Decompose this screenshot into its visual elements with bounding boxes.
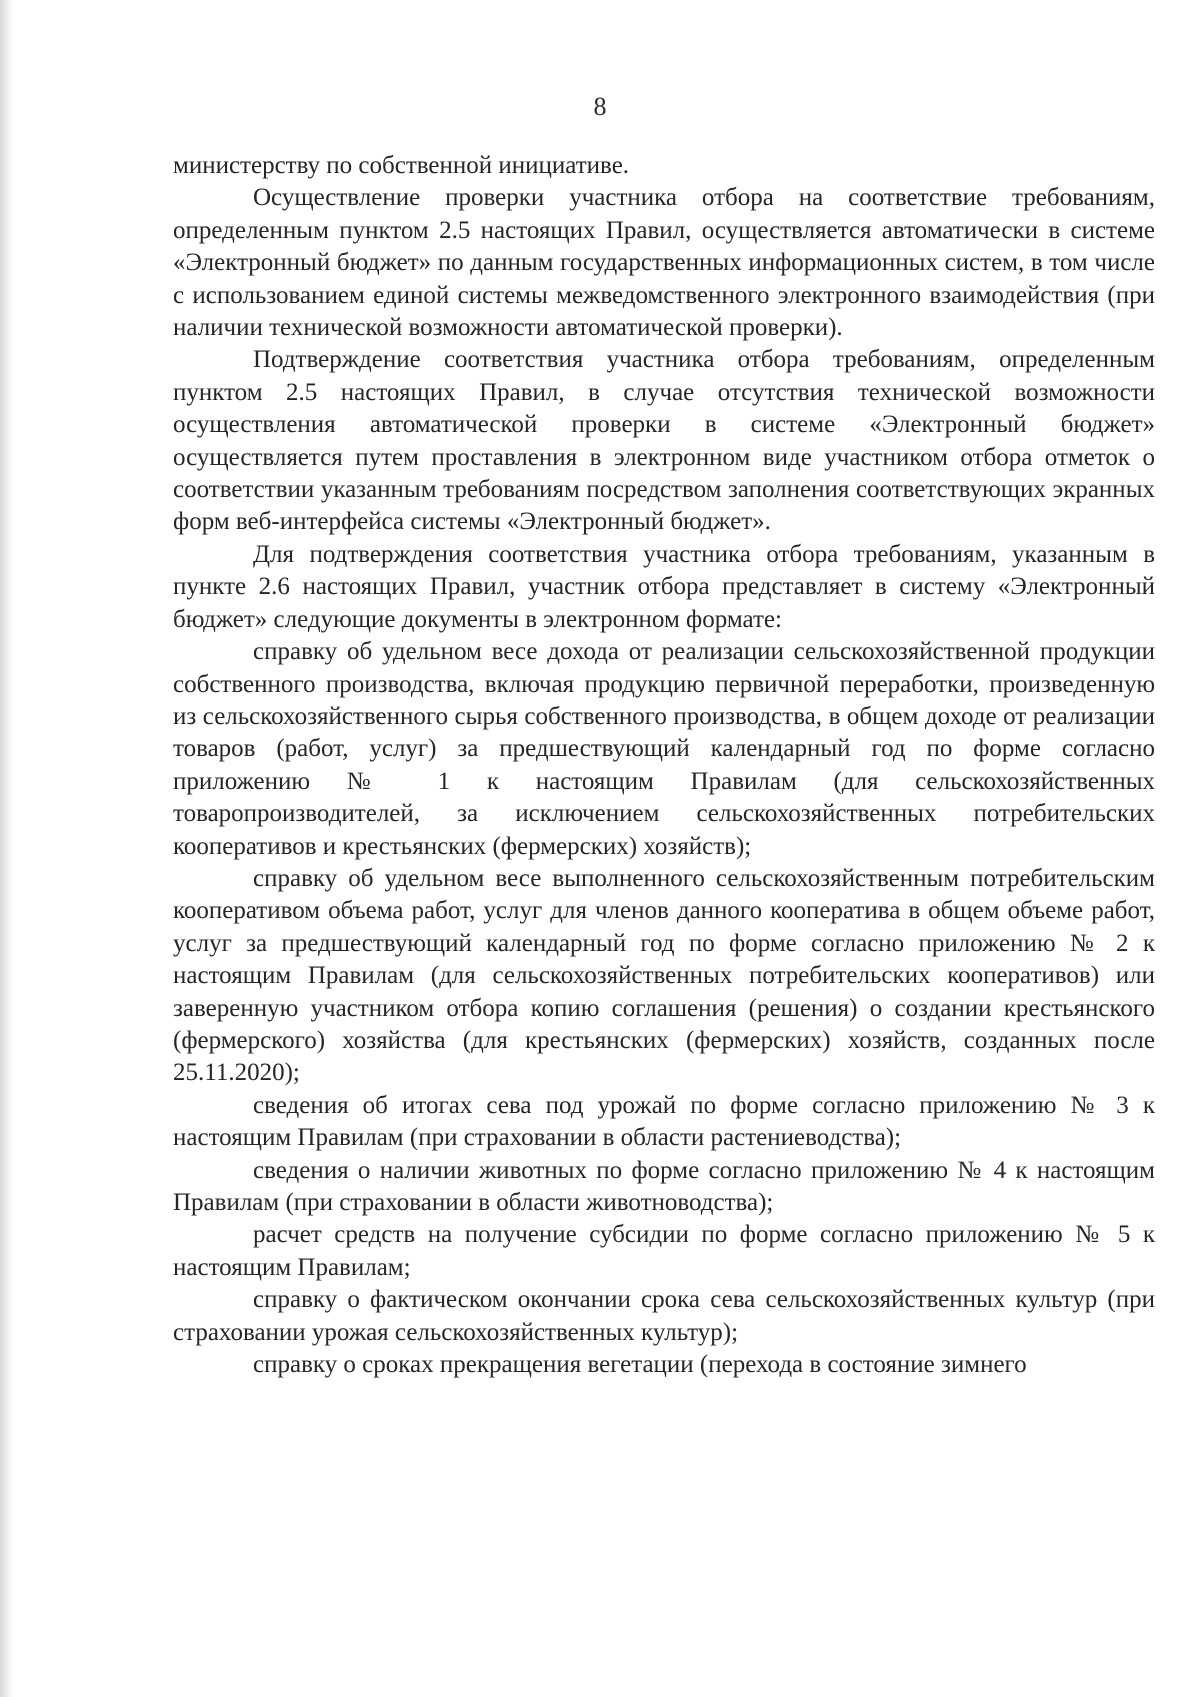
paragraph-automatic-check: Осуществление проверки участника отбора на соответствие требованиям, определенным пунктом 2.5 настоящих Правил, осуществляется автоматически в системе «Электронный бюджет» по данным государственных информационных систем, в том числе с использованием единой системы межведомственного электронного взаимодействия (при наличии технической возможности автоматической проверки). — [173, 184, 1155, 342]
scan-edge-shadow — [0, 0, 14, 1697]
list-item-cooperative-share: справку об удельном весе выполненного сельскохозяйственным потребительским кооперативом объема работ, услуг для членов данного кооператива в общем объеме работ, услуг за предшествующий календарный год по форме согласно приложению № 2 к настоящим Правилам (для сельскохозяйственных потребительских кооперативов) или заверенную участником отбора копию соглашения (решения) о создании крестьянского (фермерского) хозяйства (для крестьянских (фермерских) хозяйств, созданных после 25.11.2020); — [173, 864, 1155, 1087]
list-item-sowing-end: справку о фактическом окончании срока сева сельскохозяйственных культур (при страховании урожая сельскохозяйственных культур); — [173, 1286, 1155, 1346]
list-item-sowing-results: сведения об итогах сева под урожай по форме согласно приложению № 3 к настоящим Правилам (при страховании в области растениеводства); — [173, 1091, 1155, 1152]
list-item-subsidy-calculation: расчет средств на получение субсидии по форме согласно приложению № 5 к настоящим Правилам; — [173, 1221, 1155, 1281]
paragraph-confirmation: Подтверждение соответствия участника отбора требованиям, определенным пунктом 2.5 настоящих Правил, в случае отсутствия технической возможности осуществления автоматической проверки в системе «Электронный бюджет» осуществляется путем проставления в электронном виде участником отбора отметок о соответствии указанным требованиям посредством заполнения соответствующих экранных форм веб-интерфейса системы «Электронный бюджет». — [173, 346, 1155, 536]
document-body — [173, 150, 1155, 1381]
paragraph-documents-intro: Для подтверждения соответствия участника отбора требованиям, указанным в пункте 2.6 настоящих Правил, участник отбора представляет в систему «Электронный бюджет» следующие документы в электронном формате: — [173, 540, 1155, 633]
list-item-income-share: справку об удельном весе дохода от реализации сельскохозяйственной продукции собственного производства, включая продукцию первичной переработки, произведенную из сельскохозяйственного сырья собственного производства, в общем доходе от реализации товаров (работ, услуг) за предшествующий календарный год по форме согласно приложению № 1 к настоящим Правилам (для сельскохозяйственных товаропроизводителей, за исключением сельскохозяйственных потребительских кооперативов и крестьянских (фермерских) хозяйств); — [173, 638, 1155, 860]
page-number: 8 — [593, 92, 607, 121]
paragraph-continuation: министерству по собственной инициативе. — [173, 152, 630, 179]
list-item-animals: сведения о наличии животных по форме согласно приложению № 4 к настоящим Правилам (при страховании в области животноводства); — [173, 1156, 1155, 1216]
list-item-vegetation-end: справку о сроках прекращения вегетации (перехода в состояние зимнего — [253, 1351, 1027, 1379]
